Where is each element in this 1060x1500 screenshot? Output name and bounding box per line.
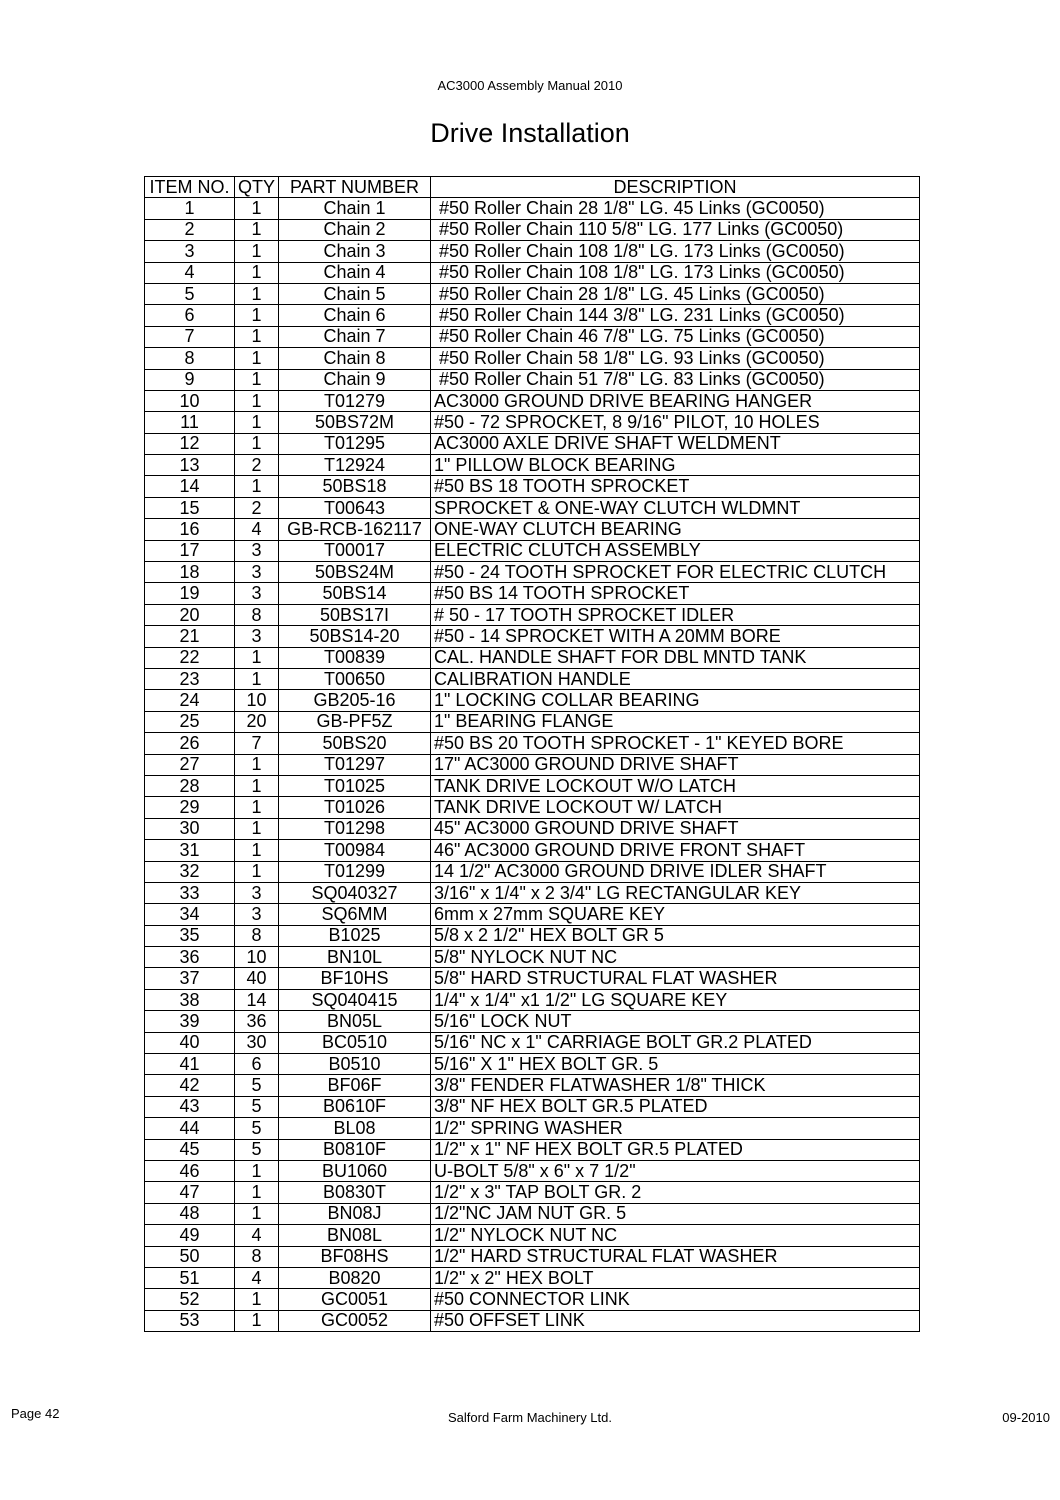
table-row: [145, 305, 920, 326]
part-number-cell: B0820: [279, 1267, 431, 1288]
item-no-cell: 50: [145, 1246, 235, 1267]
table-row: [145, 1032, 920, 1053]
part-number-cell: SQ6MM: [279, 904, 431, 925]
item-no-cell: 5: [145, 283, 235, 304]
item-no-cell: 22: [145, 647, 235, 668]
description-cell: 6mm x 27mm SQUARE KEY: [431, 904, 920, 925]
item-no-cell: 15: [145, 497, 235, 518]
part-number-cell: BU1060: [279, 1160, 431, 1181]
qty-cell: 1: [235, 818, 279, 839]
table-row: [145, 348, 920, 369]
part-number-cell: T00984: [279, 840, 431, 861]
qty-cell: 1: [235, 1160, 279, 1181]
description-cell: #50 BS 18 TOOTH SPROCKET: [431, 476, 920, 497]
item-no-cell: 17: [145, 540, 235, 561]
description-cell: 1/2" x 2" HEX BOLT: [431, 1267, 920, 1288]
qty-cell: 3: [235, 583, 279, 604]
table-row: [145, 562, 920, 583]
qty-cell: 1: [235, 283, 279, 304]
item-no-cell: 52: [145, 1289, 235, 1310]
description-cell: 3/8" NF HEX BOLT GR.5 PLATED: [431, 1096, 920, 1117]
item-no-cell: 11: [145, 412, 235, 433]
qty-cell: 1: [235, 1310, 279, 1331]
item-no-cell: 31: [145, 840, 235, 861]
item-no-cell: 10: [145, 390, 235, 411]
table-row: [145, 668, 920, 689]
item-no-cell: 2: [145, 219, 235, 240]
part-number-cell: 50BS18: [279, 476, 431, 497]
qty-cell: 40: [235, 968, 279, 989]
item-no-cell: 20: [145, 604, 235, 625]
table-row: [145, 455, 920, 476]
table-row: [145, 1096, 920, 1117]
description-cell: #50 Roller Chain 28 1/8" LG. 45 Links (GC0050): [431, 198, 920, 219]
description-cell: 17" AC3000 GROUND DRIVE SHAFT: [431, 754, 920, 775]
table-row: [145, 604, 920, 625]
table-row: [145, 1182, 920, 1203]
part-number-cell: 50BS20: [279, 733, 431, 754]
qty-cell: 1: [235, 476, 279, 497]
part-number-cell: T01026: [279, 797, 431, 818]
part-number-cell: GB-PF5Z: [279, 711, 431, 732]
part-number-cell: B0830T: [279, 1182, 431, 1203]
item-no-cell: 24: [145, 690, 235, 711]
qty-cell: 4: [235, 519, 279, 540]
qty-cell: 2: [235, 455, 279, 476]
description-cell: AC3000 GROUND DRIVE BEARING HANGER: [431, 390, 920, 411]
item-no-cell: 19: [145, 583, 235, 604]
description-cell: #50 Roller Chain 110 5/8" LG. 177 Links (GC0050): [431, 219, 920, 240]
table-row: [145, 989, 920, 1010]
part-number-cell: 50BS14: [279, 583, 431, 604]
table-row: [145, 1054, 920, 1075]
qty-cell: 4: [235, 1267, 279, 1288]
qty-cell: 30: [235, 1032, 279, 1053]
description-cell: #50 - 14 SPROCKET WITH A 20MM BORE: [431, 626, 920, 647]
item-no-cell: 53: [145, 1310, 235, 1331]
table-row: [145, 369, 920, 390]
description-cell: 1/2" x 3" TAP BOLT GR. 2: [431, 1182, 920, 1203]
table-row: [145, 1225, 920, 1246]
qty-cell: 36: [235, 1011, 279, 1032]
qty-cell: 1: [235, 219, 279, 240]
item-no-cell: 40: [145, 1032, 235, 1053]
header-part-number: PART NUMBER: [279, 177, 431, 198]
table-row: [145, 775, 920, 796]
qty-cell: 1: [235, 840, 279, 861]
description-cell: #50 Roller Chain 51 7/8" LG. 83 Links (GC0050): [431, 369, 920, 390]
item-no-cell: 49: [145, 1225, 235, 1246]
part-number-cell: T01298: [279, 818, 431, 839]
item-no-cell: 9: [145, 369, 235, 390]
table-row: [145, 882, 920, 903]
description-cell: 1/2" NYLOCK NUT NC: [431, 1225, 920, 1246]
description-cell: TANK DRIVE LOCKOUT W/O LATCH: [431, 775, 920, 796]
description-cell: 1/4" x 1/4" x1 1/2" LG SQUARE KEY: [431, 989, 920, 1010]
description-cell: 5/8" NYLOCK NUT NC: [431, 947, 920, 968]
table-row: [145, 198, 920, 219]
description-cell: ELECTRIC CLUTCH ASSEMBLY: [431, 540, 920, 561]
qty-cell: 3: [235, 904, 279, 925]
item-no-cell: 51: [145, 1267, 235, 1288]
qty-cell: 5: [235, 1096, 279, 1117]
table-row: [145, 904, 920, 925]
part-number-cell: T01299: [279, 861, 431, 882]
description-cell: 5/16" X 1" HEX BOLT GR. 5: [431, 1054, 920, 1075]
description-cell: 1/2" SPRING WASHER: [431, 1118, 920, 1139]
table-row: [145, 262, 920, 283]
part-number-cell: B0810F: [279, 1139, 431, 1160]
part-number-cell: T00643: [279, 497, 431, 518]
table-row: [145, 818, 920, 839]
part-number-cell: T01297: [279, 754, 431, 775]
manual-title: AC3000 Assembly Manual 2010: [437, 78, 623, 93]
table-row: [145, 947, 920, 968]
item-no-cell: 27: [145, 754, 235, 775]
qty-cell: 1: [235, 262, 279, 283]
item-no-cell: 14: [145, 476, 235, 497]
qty-cell: 5: [235, 1075, 279, 1096]
qty-cell: 20: [235, 711, 279, 732]
qty-cell: 5: [235, 1139, 279, 1160]
description-cell: # 50 - 17 TOOTH SPROCKET IDLER: [431, 604, 920, 625]
part-number-cell: Chain 1: [279, 198, 431, 219]
description-cell: SPROCKET & ONE-WAY CLUTCH WLDMNT: [431, 497, 920, 518]
table-row: [145, 968, 920, 989]
qty-cell: 3: [235, 540, 279, 561]
item-no-cell: 6: [145, 305, 235, 326]
part-number-cell: BN05L: [279, 1011, 431, 1032]
qty-cell: 1: [235, 647, 279, 668]
item-no-cell: 7: [145, 326, 235, 347]
item-no-cell: 44: [145, 1118, 235, 1139]
table-row: [145, 283, 920, 304]
part-number-cell: BF08HS: [279, 1246, 431, 1267]
qty-cell: 8: [235, 604, 279, 625]
part-number-cell: Chain 2: [279, 219, 431, 240]
description-cell: TANK DRIVE LOCKOUT W/ LATCH: [431, 797, 920, 818]
item-no-cell: 29: [145, 797, 235, 818]
qty-cell: 3: [235, 626, 279, 647]
item-no-cell: 42: [145, 1075, 235, 1096]
table-header-row: [145, 177, 920, 198]
item-no-cell: 13: [145, 455, 235, 476]
item-no-cell: 47: [145, 1182, 235, 1203]
description-cell: U-BOLT 5/8" x 6" x 7 1/2": [431, 1160, 920, 1181]
description-cell: AC3000 AXLE DRIVE SHAFT WELDMENT: [431, 433, 920, 454]
qty-cell: 1: [235, 1203, 279, 1224]
table-row: [145, 540, 920, 561]
part-number-cell: B1025: [279, 925, 431, 946]
header-description: DESCRIPTION: [431, 177, 920, 198]
item-no-cell: 3: [145, 241, 235, 262]
part-number-cell: 50BS17I: [279, 604, 431, 625]
table-row: [145, 647, 920, 668]
description-cell: #50 Roller Chain 28 1/8" LG. 45 Links (GC0050): [431, 283, 920, 304]
part-number-cell: BC0510: [279, 1032, 431, 1053]
description-cell: 1/2" x 1" NF HEX BOLT GR.5 PLATED: [431, 1139, 920, 1160]
part-number-cell: Chain 4: [279, 262, 431, 283]
part-number-cell: Chain 8: [279, 348, 431, 369]
qty-cell: 1: [235, 1182, 279, 1203]
part-number-cell: BN08L: [279, 1225, 431, 1246]
qty-cell: 10: [235, 690, 279, 711]
part-number-cell: Chain 5: [279, 283, 431, 304]
table-row: [145, 433, 920, 454]
part-number-cell: T01295: [279, 433, 431, 454]
qty-cell: 5: [235, 1118, 279, 1139]
qty-cell: 1: [235, 797, 279, 818]
qty-cell: 1: [235, 433, 279, 454]
description-cell: 5/8 x 2 1/2" HEX BOLT GR 5: [431, 925, 920, 946]
table-row: [145, 583, 920, 604]
qty-cell: 3: [235, 562, 279, 583]
item-no-cell: 28: [145, 775, 235, 796]
description-cell: #50 Roller Chain 58 1/8" LG. 93 Links (GC0050): [431, 348, 920, 369]
item-no-cell: 32: [145, 861, 235, 882]
part-number-cell: B0610F: [279, 1096, 431, 1117]
table-row: [145, 497, 920, 518]
table-row: [145, 519, 920, 540]
qty-cell: 8: [235, 1246, 279, 1267]
qty-cell: 1: [235, 668, 279, 689]
qty-cell: 14: [235, 989, 279, 1010]
description-cell: #50 OFFSET LINK: [431, 1310, 920, 1331]
part-number-cell: BN10L: [279, 947, 431, 968]
part-number-cell: 50BS14-20: [279, 626, 431, 647]
part-number-cell: BF10HS: [279, 968, 431, 989]
header-qty: QTY: [235, 177, 279, 198]
description-cell: #50 Roller Chain 144 3/8" LG. 231 Links (GC0050): [431, 305, 920, 326]
description-cell: #50 - 72 SPROCKET, 8 9/16" PILOT, 10 HOLES: [431, 412, 920, 433]
table-row: [145, 1289, 920, 1310]
description-cell: 3/16" x 1/4" x 2 3/4" LG RECTANGULAR KEY: [431, 882, 920, 903]
table-row: [145, 1011, 920, 1032]
qty-cell: 1: [235, 861, 279, 882]
table-row: [145, 1267, 920, 1288]
qty-cell: 1: [235, 369, 279, 390]
table-row: [145, 326, 920, 347]
description-cell: #50 CONNECTOR LINK: [431, 1289, 920, 1310]
part-number-cell: BL08: [279, 1118, 431, 1139]
description-cell: #50 BS 20 TOOTH SPROCKET - 1" KEYED BORE: [431, 733, 920, 754]
item-no-cell: 33: [145, 882, 235, 903]
qty-cell: 8: [235, 925, 279, 946]
page-number: Page 42: [11, 1406, 60, 1421]
qty-cell: 1: [235, 198, 279, 219]
part-number-cell: BF06F: [279, 1075, 431, 1096]
description-cell: #50 BS 14 TOOTH SPROCKET: [431, 583, 920, 604]
part-number-cell: Chain 6: [279, 305, 431, 326]
description-cell: 1" BEARING FLANGE: [431, 711, 920, 732]
part-number-cell: GB205-16: [279, 690, 431, 711]
document-date: 09-2010: [1002, 1410, 1050, 1425]
part-number-cell: BN08J: [279, 1203, 431, 1224]
description-cell: #50 Roller Chain 108 1/8" LG. 173 Links (GC0050): [431, 262, 920, 283]
part-number-cell: T01279: [279, 390, 431, 411]
item-no-cell: 4: [145, 262, 235, 283]
table-row: [145, 219, 920, 240]
table-row: [145, 840, 920, 861]
item-no-cell: 37: [145, 968, 235, 989]
table-row: [145, 626, 920, 647]
part-number-cell: Chain 3: [279, 241, 431, 262]
parts-table: [144, 176, 920, 1332]
part-number-cell: SQ040415: [279, 989, 431, 1010]
description-cell: 1" LOCKING COLLAR BEARING: [431, 690, 920, 711]
part-number-cell: T00017: [279, 540, 431, 561]
part-number-cell: B0510: [279, 1054, 431, 1075]
qty-cell: 1: [235, 412, 279, 433]
qty-cell: 1: [235, 326, 279, 347]
item-no-cell: 30: [145, 818, 235, 839]
item-no-cell: 26: [145, 733, 235, 754]
qty-cell: 1: [235, 1289, 279, 1310]
table-row: [145, 754, 920, 775]
item-no-cell: 38: [145, 989, 235, 1010]
item-no-cell: 12: [145, 433, 235, 454]
item-no-cell: 36: [145, 947, 235, 968]
item-no-cell: 34: [145, 904, 235, 925]
description-cell: #50 Roller Chain 108 1/8" LG. 173 Links (GC0050): [431, 241, 920, 262]
table-row: [145, 390, 920, 411]
table-row: [145, 1139, 920, 1160]
qty-cell: 3: [235, 882, 279, 903]
description-cell: 5/16" LOCK NUT: [431, 1011, 920, 1032]
part-number-cell: 50BS72M: [279, 412, 431, 433]
qty-cell: 6: [235, 1054, 279, 1075]
item-no-cell: 41: [145, 1054, 235, 1075]
description-cell: ONE-WAY CLUTCH BEARING: [431, 519, 920, 540]
item-no-cell: 48: [145, 1203, 235, 1224]
qty-cell: 7: [235, 733, 279, 754]
item-no-cell: 45: [145, 1139, 235, 1160]
qty-cell: 1: [235, 348, 279, 369]
company-name: Salford Farm Machinery Ltd.: [447, 1410, 612, 1425]
qty-cell: 1: [235, 754, 279, 775]
item-no-cell: 18: [145, 562, 235, 583]
table-row: [145, 1310, 920, 1331]
qty-cell: 1: [235, 390, 279, 411]
table-row: [145, 241, 920, 262]
description-cell: 3/8" FENDER FLATWASHER 1/8" THICK: [431, 1075, 920, 1096]
description-cell: 1/2" HARD STRUCTURAL FLAT WASHER: [431, 1246, 920, 1267]
description-cell: CAL. HANDLE SHAFT FOR DBL MNTD TANK: [431, 647, 920, 668]
item-no-cell: 35: [145, 925, 235, 946]
qty-cell: 1: [235, 305, 279, 326]
page-title: Drive Installation: [430, 118, 630, 148]
part-number-cell: T00650: [279, 668, 431, 689]
item-no-cell: 43: [145, 1096, 235, 1117]
item-no-cell: 23: [145, 668, 235, 689]
part-number-cell: T01025: [279, 775, 431, 796]
description-cell: 5/8" HARD STRUCTURAL FLAT WASHER: [431, 968, 920, 989]
description-cell: 14 1/2" AC3000 GROUND DRIVE IDLER SHAFT: [431, 861, 920, 882]
table-row: [145, 711, 920, 732]
item-no-cell: 16: [145, 519, 235, 540]
part-number-cell: GC0051: [279, 1289, 431, 1310]
part-number-cell: 50BS24M: [279, 562, 431, 583]
part-number-cell: Chain 9: [279, 369, 431, 390]
table-row: [145, 1203, 920, 1224]
item-no-cell: 1: [145, 198, 235, 219]
table-row: [145, 1075, 920, 1096]
description-cell: #50 - 24 TOOTH SPROCKET FOR ELECTRIC CLUTCH: [431, 562, 920, 583]
qty-cell: 2: [235, 497, 279, 518]
qty-cell: 10: [235, 947, 279, 968]
description-cell: CALIBRATION HANDLE: [431, 668, 920, 689]
table-row: [145, 690, 920, 711]
parts-table-body: [145, 198, 920, 1332]
part-number-cell: Chain 7: [279, 326, 431, 347]
qty-cell: 1: [235, 241, 279, 262]
table-row: [145, 925, 920, 946]
table-row: [145, 1246, 920, 1267]
table-row: [145, 797, 920, 818]
item-no-cell: 39: [145, 1011, 235, 1032]
item-no-cell: 25: [145, 711, 235, 732]
part-number-cell: SQ040327: [279, 882, 431, 903]
qty-cell: 1: [235, 775, 279, 796]
item-no-cell: 8: [145, 348, 235, 369]
header-item-no: ITEM NO.: [145, 177, 235, 198]
part-number-cell: T00839: [279, 647, 431, 668]
part-number-cell: T12924: [279, 455, 431, 476]
description-cell: #50 Roller Chain 46 7/8" LG. 75 Links (GC0050): [431, 326, 920, 347]
item-no-cell: 21: [145, 626, 235, 647]
table-row: [145, 733, 920, 754]
table-row: [145, 861, 920, 882]
part-number-cell: GB-RCB-162117: [279, 519, 431, 540]
description-cell: 1" PILLOW BLOCK BEARING: [431, 455, 920, 476]
description-cell: 45" AC3000 GROUND DRIVE SHAFT: [431, 818, 920, 839]
table-row: [145, 1118, 920, 1139]
table-row: [145, 476, 920, 497]
qty-cell: 4: [235, 1225, 279, 1246]
part-number-cell: GC0052: [279, 1310, 431, 1331]
description-cell: 1/2"NC JAM NUT GR. 5: [431, 1203, 920, 1224]
table-row: [145, 412, 920, 433]
description-cell: 5/16" NC x 1" CARRIAGE BOLT GR.2 PLATED: [431, 1032, 920, 1053]
description-cell: 46" AC3000 GROUND DRIVE FRONT SHAFT: [431, 840, 920, 861]
item-no-cell: 46: [145, 1160, 235, 1181]
table-row: [145, 1160, 920, 1181]
